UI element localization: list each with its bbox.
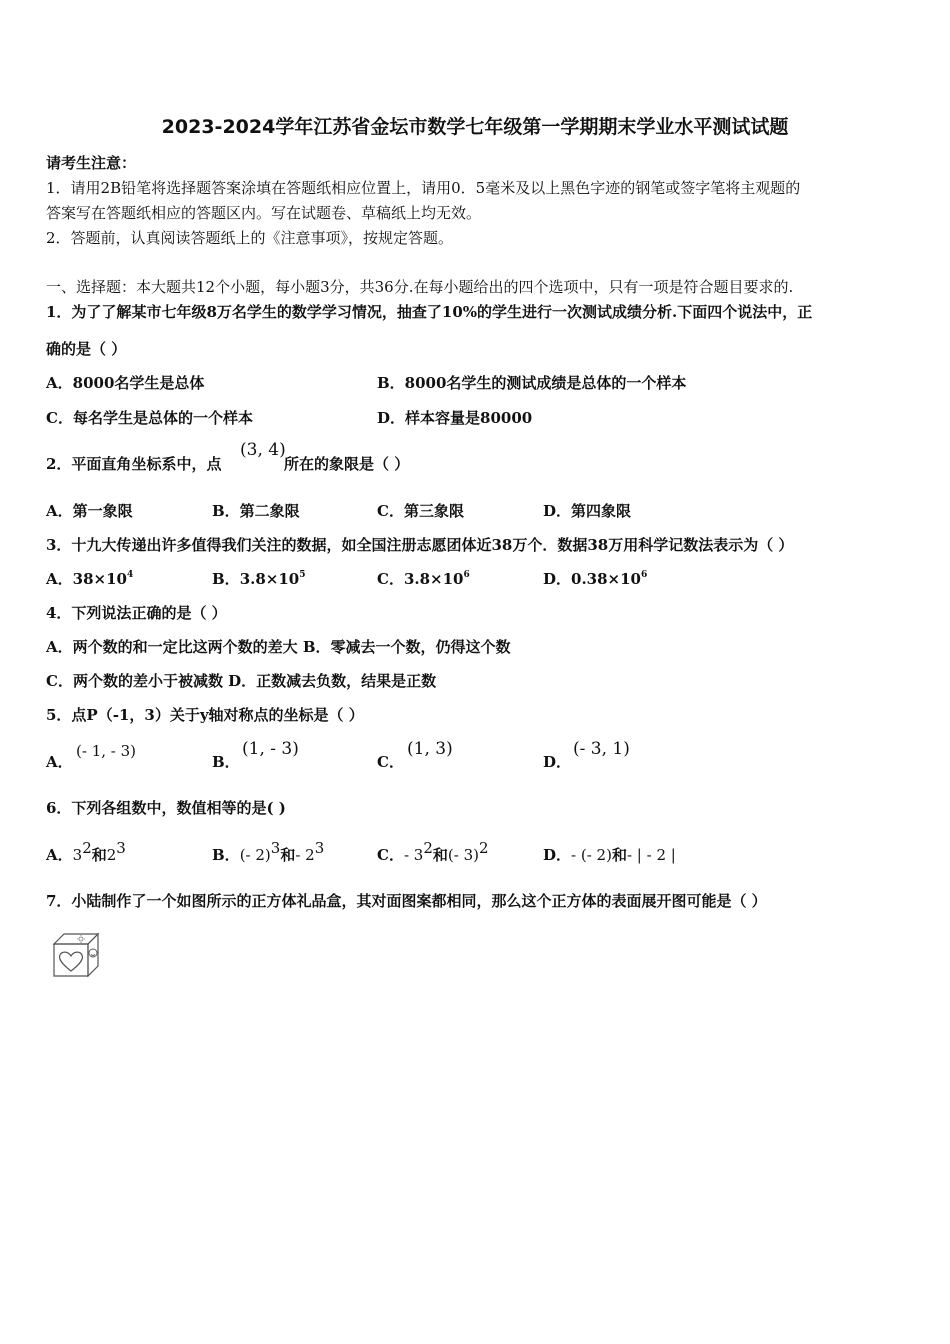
q3-option-c: C．$3.8\times 10^6$ (377, 570, 470, 588)
q3-option-d: D．$0.38\times 10^6$ (543, 570, 648, 588)
q6-option-a: A．$3^2$和$2^3$ (46, 839, 126, 864)
heart-icon (59, 952, 82, 971)
q3-option-a: A．$38\times 10^4$ (46, 570, 134, 588)
q7-stem: 7．小陆制作了一个如图所示的正方体礼品盒，其对面图案都相同，那么这个正方体的表面展开图可能是（ ） (46, 892, 767, 910)
cube-top-face (54, 934, 98, 944)
q6-stem: 6．下列各组数中，数值相等的是( ) (46, 799, 286, 817)
notice-item-1-line-2: 答案写在答题纸相应的答题区内。写在试题卷、草稿纸上均无效。 (46, 204, 482, 222)
page-title: 2023-2024学年江苏省金坛市数学七年级第一学期期末学业水平测试试题 (161, 116, 789, 138)
q6-option-b: B．(- 2)$^3$和- $2^3$ (212, 839, 325, 864)
notice-item-1-line-1: 1．请用2B铅笔将选择题答案涂填在答题纸相应位置上，请用0．5毫米及以上黑色字迹的钢笔或签字笔将主观题的 (46, 179, 801, 197)
q1-stem-line-2: 确的是（ ） (46, 340, 127, 358)
q4-stem: 4．下列说法正确的是（ ） (46, 604, 227, 622)
notice-heading: 请考生注意： (46, 154, 137, 172)
q5-option-d: (- 3, 1) (573, 739, 630, 759)
q6-option-d: D．- (- 2)和- | - 2 | (543, 846, 676, 864)
sun-icon (77, 935, 85, 943)
q6-option-c: C．- $3^2$和(- 3)$^2$ (377, 839, 489, 864)
q2-stem-pre: 2．平面直角坐标系中，点 (46, 455, 222, 473)
q5-stem: 5．点P（-1，3）关于y轴对称点的坐标是（ ） (46, 706, 364, 724)
q5-option-b: (1, - 3) (242, 739, 299, 759)
q5-option-c-label: C． (377, 753, 404, 771)
q2-option-c: C．第三象限 (377, 502, 464, 520)
q5-option-b-label: B． (212, 753, 240, 771)
q5-option-c: (1, 3) (407, 739, 453, 759)
section-heading: 一、选择题：本大题共12个小题，每小题3分，共36分.在每小题给出的四个选项中，只有一项是符合题目要求的. (46, 278, 794, 296)
q2-stem-post: 所在的象限是（ ） (284, 455, 410, 473)
q4-options-ab: A．两个数的和一定比这两个数的差大 B．零减去一个数，仍得这个数 (46, 638, 511, 656)
q1-option-c: C．每名学生是总体的一个样本 (46, 409, 253, 427)
q1-option-a: A．8000名学生是总体 (46, 374, 205, 392)
q1-option-b: B．8000名学生的测试成绩是总体的一个样本 (377, 374, 687, 392)
q2-point: (3, 4) (240, 440, 286, 460)
q2-option-a: A．第一象限 (46, 502, 133, 520)
q5-option-d-label: D． (543, 753, 572, 771)
q2-option-d: D．第四象限 (543, 502, 632, 520)
smiley-face-icon (89, 949, 97, 957)
q5-option-a: (- 1, - 3) (76, 742, 136, 760)
q1-option-d: D．样本容量是80000 (377, 409, 533, 427)
q1-stem-line-1: 1．为了了解某市七年级8万名学生的数学学习情况，抽查了10%的学生进行一次测试成绩分析.下面四个说法中，正 (46, 303, 813, 321)
q2-option-b: B．第二象限 (212, 502, 300, 520)
notice-item-2: 2．答题前，认真阅读答题纸上的《注意事项》，按规定答题。 (46, 229, 454, 247)
q4-options-cd: C．两个数的差小于被减数 D．正数减去负数，结果是正数 (46, 672, 437, 690)
gift-box-cube-figure (48, 928, 104, 978)
q3-option-b: B．$3.8\times 10^5$ (212, 570, 306, 588)
q5-option-a-label: A． (46, 753, 73, 771)
q3-stem: 3．十九大传递出许多值得我们关注的数据，如全国注册志愿团体近38万个．数据38万用科学记数法表示为（ ） (46, 536, 794, 554)
